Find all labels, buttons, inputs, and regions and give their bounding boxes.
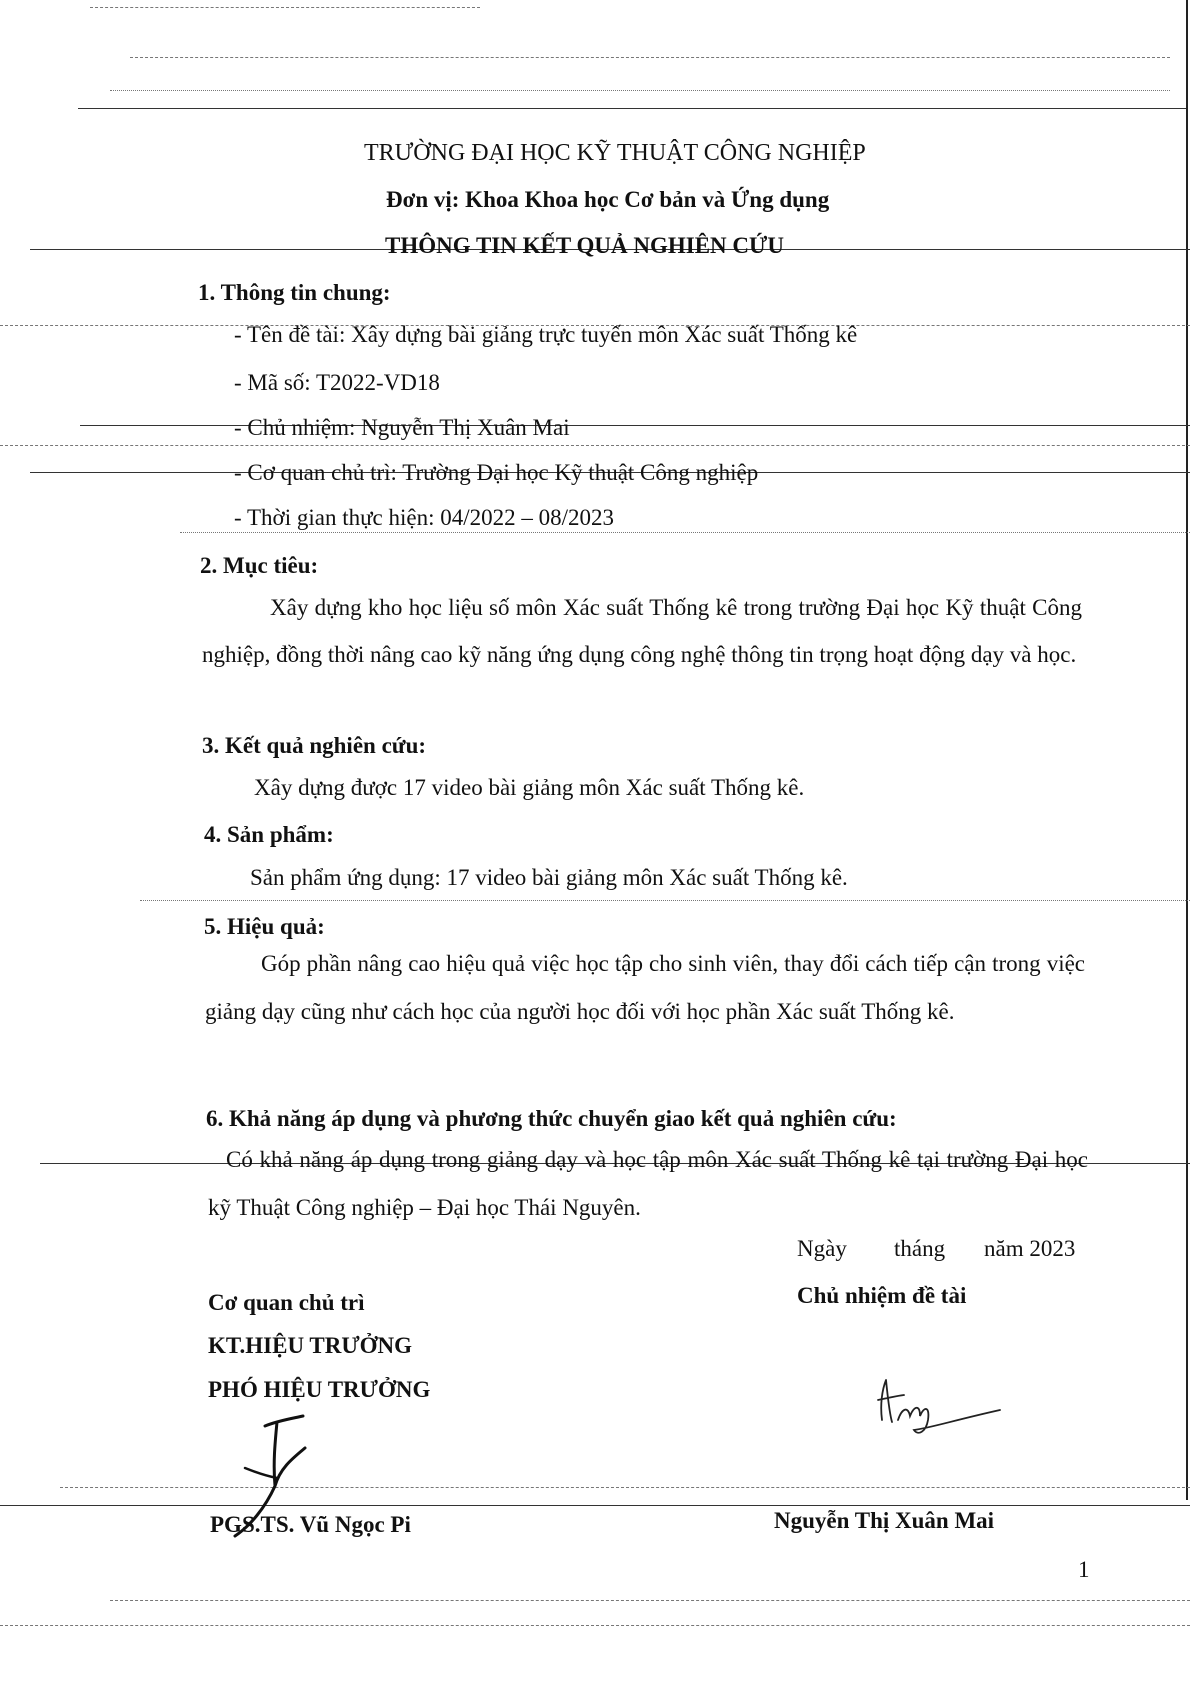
principal-name: Nguyễn Thị Xuân Mai <box>774 1508 995 1533</box>
acting-rector-label: KT.HIỆU TRƯỞNG <box>208 1333 413 1358</box>
principal-label: Chủ nhiệm đề tài <box>797 1283 967 1308</box>
scan-artifact-line <box>0 445 1190 446</box>
scan-edge-line <box>1186 0 1188 1500</box>
section-2-heading: 2. Mục tiêu: <box>200 553 319 578</box>
section-6-body: Có khả năng áp dụng trong giảng dạy và học tập môn Xác suất Thống kê tại trường Đại học kỹ Thuật Công nghiệp – Đại học Thái Nguyên. <box>208 1147 1088 1220</box>
section-5-body: Góp phần nâng cao hiệu quả việc học tập cho sinh viên, thay đổi cách tiếp cận trong việc giảng dạy cũng như cách học của người học đối với học phần Xác suất Thống kê. <box>205 951 1085 1024</box>
section-1-heading: 1. Thông tin chung: <box>198 280 391 305</box>
date-year-label: năm 2023 <box>984 1236 1076 1261</box>
date-day-label: Ngày <box>797 1236 847 1261</box>
scan-artifact-line <box>130 57 1170 58</box>
info-code: - Mã số: T2022-VD18 <box>234 370 440 395</box>
university-name: TRƯỜNG ĐẠI HỌC KỸ THUẬT CÔNG NGHIỆP <box>364 140 866 166</box>
scan-artifact-line <box>90 7 480 8</box>
section-2-body: Xây dựng kho học liệu số môn Xác suất Thống kê trong trường Đại học Kỹ thuật Công nghiệp, đồng thời nâng cao kỹ năng ứng dụng công nghệ thông tin trọng hoạt động dạy và học. <box>202 595 1082 667</box>
info-principal: - Chủ nhiệm: Nguyễn Thị Xuân Mai <box>234 415 570 440</box>
scan-artifact-line <box>140 900 1190 901</box>
section-4-body: Sản phẩm ứng dụng: 17 video bài giảng môn Xác suất Thống kê. <box>250 865 848 890</box>
scan-artifact-line <box>0 1625 1190 1626</box>
unit-name: Đơn vị: Khoa Khoa học Cơ bản và Ứng dụng <box>386 187 830 212</box>
document-title: THÔNG TIN KẾT QUẢ NGHIÊN CỨU <box>385 233 784 258</box>
scan-artifact-line <box>110 1600 1190 1601</box>
scan-artifact-line <box>180 532 1190 533</box>
section-3-body: Xây dựng được 17 video bài giảng môn Xác suất Thống kê. <box>254 775 805 800</box>
scan-artifact-line <box>78 108 1188 109</box>
scan-artifact-line <box>0 1505 1190 1506</box>
page-number: 1 <box>1078 1557 1090 1582</box>
principal-signature <box>870 1370 1020 1440</box>
host-agency-label: Cơ quan chủ trì <box>208 1290 365 1315</box>
info-host-agency: - Cơ quan chủ trì: Trường Đại học Kỹ thuật Công nghiệp <box>234 460 759 485</box>
section-3-heading: 3. Kết quả nghiên cứu: <box>202 733 427 758</box>
info-topic-name: - Tên đề tài: Xây dựng bài giảng trực tuyến môn Xác suất Thống kê <box>234 322 858 347</box>
section-5-heading: 5. Hiệu quả: <box>204 914 325 939</box>
section-6-heading: 6. Khả năng áp dụng và phương thức chuyển giao kết quả nghiên cứu: <box>206 1106 897 1131</box>
section-4-heading: 4. Sản phẩm: <box>204 822 334 847</box>
info-duration: - Thời gian thực hiện: 04/2022 – 08/2023 <box>234 505 615 530</box>
vice-rector-name: PGS.TS. Vũ Ngọc Pi <box>210 1512 411 1537</box>
vice-rector-label: PHÓ HIỆU TRƯỞNG <box>208 1377 431 1402</box>
date-month-label: tháng <box>894 1236 946 1261</box>
scan-artifact-line <box>110 90 1170 91</box>
